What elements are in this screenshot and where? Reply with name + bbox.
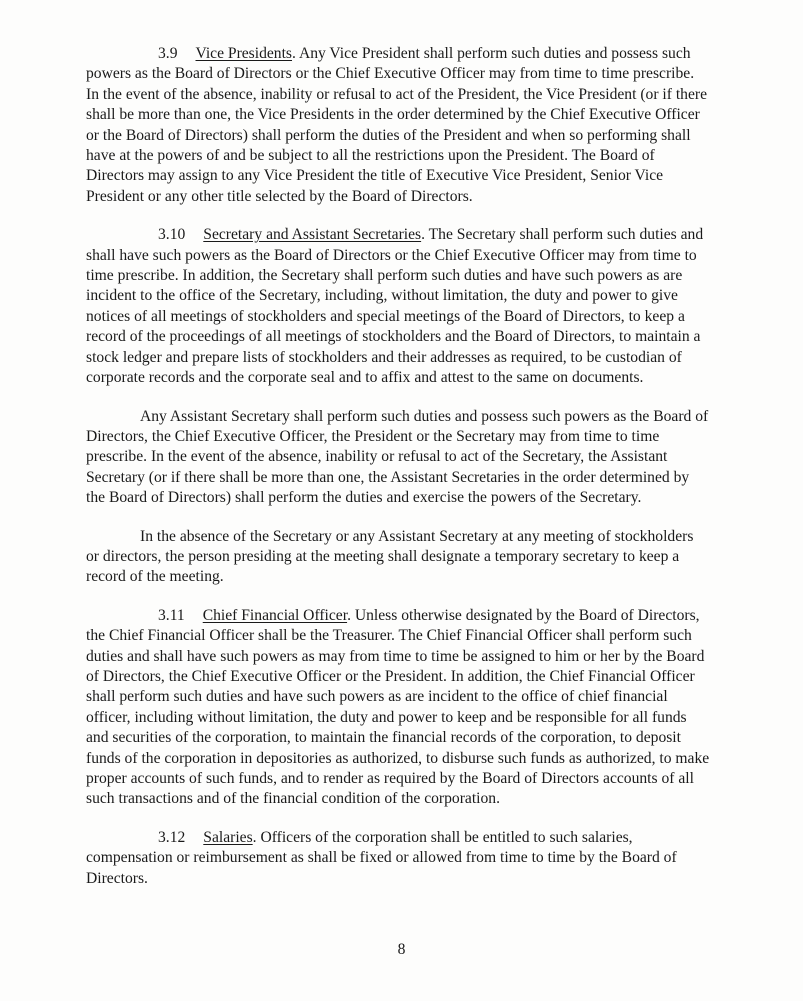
section-heading: Secretary and Assistant Secretaries [203,226,422,244]
section-text: Officers of the corporation shall be entitled to such salaries, compensation or reimbursement as shall be fixed or allowed from time to time by the Board of Directors. [86,828,677,887]
section-number: 3.9 [158,45,178,62]
document-body [86,44,710,907]
heading-period: . [421,226,429,244]
section-3-9 [86,44,710,207]
section-text: The Secretary shall perform such duties and shall have such powers as the Board of Directors or the Chief Executive Officer may from time to time prescribe. In addition, the Secretary shall perform such duties and have such powers as are incident to the office of the Secretary, including, without limitation, the duty and power to give notices of all meetings of stockholders and special meetings of the Board of Directors, to keep a record of the proceedings of all meetings of stockholders and the Board of Directors, to maintain a stock ledger and prepare lists of stockholders and their addresses as required, to be custodian of corporate records and the corporate seal and to affix and attest to the same on documents. [86,226,704,387]
section-3-10-paragraph-absence: In the absence of the Secretary or any Assistant Secretary at any meeting of stockholders or directors, the person presiding at the meeting shall designate a temporary secretary to keep a record of the meeting. [86,527,694,586]
heading-period: . [292,45,299,62]
section-heading: Chief Financial Officer [202,606,348,624]
section-number: 3.11 [158,606,185,624]
page-number: 8 [397,941,406,958]
section-3-12 [86,828,710,889]
section-3-11 [86,606,710,810]
section-heading: Salaries [203,828,253,846]
heading-period: . [347,606,355,624]
section-text: Unless otherwise designated by the Board of Directors, the Chief Financial Officer shall be the Treasurer. The Chief Financial Officer shall perform such duties and shall have such powers as may from time to time be assigned to him or her by the Board of Directors, the Chief Executive Officer or the President. In addition, the Chief Financial Officer shall perform such duties and have such powers as are incident to the office of chief financial officer, including without limitation, the duty and power to keep and be responsible for all funds and securities of the corporation, to maintain the financial records of the corporation, to deposit funds of the corporation in depositories as authorized, to disburse such funds as authorized, to make proper accounts of such funds, and to render as required by the Board of Directors accounts of all such transactions and of the financial condition of the corporation. [86,606,710,808]
heading-period: . [252,828,261,846]
section-heading: Vice Presidents [195,45,293,62]
section-3-10 [86,225,710,388]
section-number: 3.12 [158,828,186,846]
section-3-10-paragraph-assistant: Any Assistant Secretary shall perform such duties and possess such powers as the Board of Directors, the Chief Executive Officer, the President or the Secretary may from time to time prescribe. In the event of the absence, inability or refusal to act of the Secretary, the Assistant Secretary (or if there shall be more than one, the Assistant Secretaries in the order determined by the Board of Directors) shall perform the duties and exercise the powers of the Secretary. [86,407,709,507]
section-number: 3.10 [158,226,186,244]
section-text: Any Vice President shall perform such duties and possess such powers as the Board of Directors or the Chief Executive Officer may from time to time prescribe. In the event of the absence, inability or refusal to act of the President, the Vice President (or if there shall be more than one, the Vice Presidents in the order determined by the Chief Executive Officer or the Board of Directors) shall perform the duties of the President and when so performing shall have at the powers of and be subject to all the restrictions upon the President. The Board of Directors may assign to any Vice President the title of Executive Vice President, Senior Vice President or any other title selected by the Board of Directors. [86,45,708,205]
